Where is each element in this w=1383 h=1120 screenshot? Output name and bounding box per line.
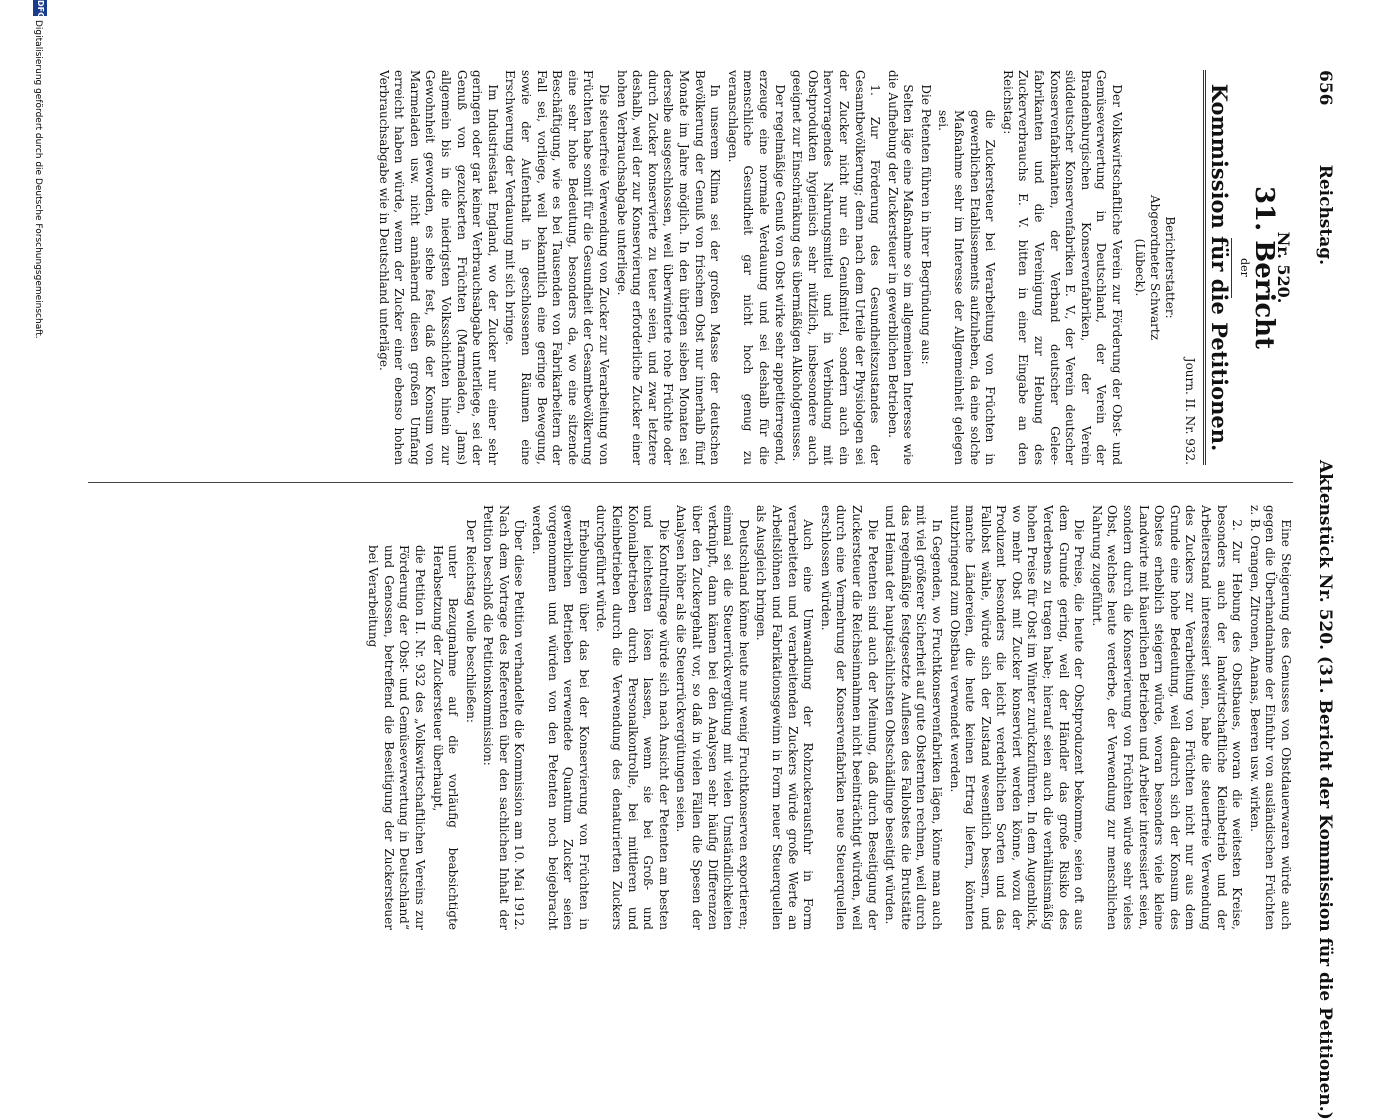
page-number: 656 (1315, 70, 1335, 106)
funding-text: Digitalisierung gefördert durch die Deutsche Forschungsgemeinschaft. (33, 20, 43, 339)
paragraph: Die Petenten sind auch der Meinung, daß durch Beseitigung der Zuckersteuer die Reichseinnahmen nicht beeinträchtigt würden, weil durch eine Vermehrung der Konservenfabriken neue Steuerquellen erschlossen würden. (818, 505, 880, 930)
petition-request: die Zuckersteuer bei Verarbeitung von Früchten in gewerblichen Etablissements aufzuheben, da eine solche Maßnahme sehr im Interesse der Allgemeinheit gelegen sei. (936, 110, 998, 465)
document-number: Nr. 520. (1274, 231, 1293, 304)
paragraph: In unserem Klima sei der großen Masse der deutschen Bevölkerung der Genuß von frischem Obst nur innerhalb fünf Monate im Jahre möglich. In den übrigen sieben Monaten sei derselbe ausgeschlossen, weil überwinterte rohe Früchte oder durch Zucker konservierte zu teuer seien, und zwar letztere deshalb, weil der zur Konservierung erforderliche Zucker einer hohen Verbrauchsabgabe unterliege. (614, 70, 723, 465)
commission-title: Kommission für die Petitionen. (1207, 83, 1233, 452)
paragraph: 2. Zur Hebung des Obstbaues, woran die weitesten Kreise, besonders auch der landwirtschaftliche Kleinbetrieb und der Arbeiterstand interessiert seien, habe die steuerfreie Verwendung des Zuckers zur Verarbeitung von Früchten nicht nur aus dem Grunde eine hohe Bedeutung, weil dadurch sich der Konsum des Obstes erheblich steigern würde, woran besonders viele kleine Landwirte mit bäuerlichen Betrieben und Arbeiter interessiert seien, sondern durch die Konservierung von Früchten würde sehr vieles Obst, welches heute verderbe, der Verwendung zur menschlichen Nahrung zugeführt. (1089, 505, 1245, 930)
funding-note (5, 0, 65, 1000)
journal-number: Journ. II. Nr. 932. (1182, 357, 1197, 465)
paragraph: Der Volkswirtschaftliche Verein zur Förderung der Obst- und Gemüseverwertung in Deutschland, der Verein der Brandenburgischen Konservenfabriken, der Verein süddeutscher Konservenfabriken E. V., der Verein deutscher Konservenfabrikanten, der Verband deutscher Gelee-fabrikanten und die Vereinigung zur Hebung des Zuckerverbrauchs E. V. bitten in einer Eingabe an den Reichstag: (1000, 70, 1125, 465)
paragraph: Auch eine Umwandlung der Rohzuckerausfuhr in Form verarbeiteten und verarbeitenden Zuckers würde große Werte an Arbeitslöhnen und Fabrikationsgewinn in Form neuer Steuerquellen als Ausgleich bringen. (754, 505, 816, 930)
page-header-left (1315, 70, 1335, 265)
reporter-block (1132, 70, 1177, 465)
paragraph: Der regelmäßige Genuß von Obst wirke sehr appetiterregend, erzeuge eine normale Verdauung und sei deshalb für die menschliche Gesundheit gar nicht hoch genug zu veranschlagen. (725, 70, 787, 465)
paragraph: Die Petenten führen in ihrer Begründung aus: (918, 84, 933, 365)
right-column (88, 505, 1293, 930)
header-label: Reichstag. (1315, 164, 1335, 266)
left-column (88, 70, 1293, 465)
paragraph: Die Preise, die heute der Obstproduzent bekomme, seien oft aus dem Grunde gering, weil der Händler das große Risiko des Verderbens zu tragen habe; hierauf seien auch die verhältnismäßig hohen Preise für Obst im Winter zurückzuführen. In dem Augenblick, wo mehr Obst mit Zucker konserviert werden könne, wozu der Produzent besonders die leicht verderblichen Sorten und das Fallobst wähle, würde sich der Zustand wesentlich bessern, und manche Ländereien, die heute keinen Ertrag liefern, könnten nutzbringend zum Obstbau verwendet werden. (947, 505, 1087, 930)
paragraph: Im Industriestaat England, wo der Zucker nur einer sehr geringen oder gar keiner Verbrauchsabgabe unterliege, sei der Genuß von gezuckerten Früchten (Marmeladen, Jams) allgemein bis in die niedrigsten Volksschichten hinein zur Gewohnheit geworden, es stehe fest, daß der Konsum von Marmeladen usw. nicht annähernd diesen großen Umfang erreicht haben würde, wenn der Zucker einer ebenso hohen Verbrauchsabgabe wie in Deutschland unterläge. (376, 70, 500, 465)
column-divider (88, 482, 1293, 483)
page-header (1309, 30, 1335, 1120)
report-title: 31. Bericht (1249, 185, 1280, 350)
paragraph: Selten läge eine Maßnahme so im allgemeinen Interesse wie die Aufhebung der Zuckersteuer in gewerblichen Betrieben. (885, 70, 916, 465)
resolution-text: die Petition II. Nr. 932 des „Volkswirtschaftlichen Vereins zur Förderung der Obst- und Gemüseverwertung in Deutschland“ und Genossen, betreffend die Beseitigung der Zuckersteuer bei Verarbeitung (366, 545, 427, 930)
paragraph: 1. Zur Förderung des Gesundheitszustandes der Gesamtbevölkerung; denn nach dem Urteile der Physiologen sei der Zucker nicht nur ein Genußmittel, sondern auch ein hervorragendes Nahrungsmittel und in Verbindung mit Obstprodukten hygienisch sehr nützlich, insbesondere auch geeignet zur Einschränkung des übermäßigen Alkoholgenusses. (790, 70, 883, 465)
resolution-heading: Der Reichstag wolle beschließen: (463, 519, 478, 723)
paragraph: Die steuerfreie Verwendung von Zucker zur Verarbeitung von Früchten habe somit für die Gesundheit der Gesamtbevölkerung eine sehr hohe Bedeutung, besonders da, wo eine sitzende Beschäftigung, wie es bei Tausenden von Fabrikarbeitern der Fall sei, vorliege, weil bekanntlich eine geringe Bewegung, sowie der Aufenthalt in geschlossenen Räumen eine Erschwerung der Verdauung mit sich bringe. (503, 70, 612, 465)
double-rule (1203, 70, 1206, 465)
paragraph: Eine Steigerung des Genusses von Obstdauerwaren würde auch gegen die Überhandnahme der Einfuhr von ausländischen Früchten z. B. Orangen, Zitronen, Ananas, Beeren usw. wirken. (1247, 505, 1293, 930)
running-title: Aktenstück Nr. 520. (31. Bericht der Kommission für die Petitionen.) (1315, 460, 1335, 1120)
reporter-label: Berichterstatter: (1163, 216, 1178, 319)
reporter-name: Abgeordneter Schwartz (1148, 194, 1163, 341)
dfg-logo: DFG (33, 0, 47, 16)
report-der: der (1237, 258, 1251, 277)
paragraph: Die Kontrollfrage würde sich nach Ansicht der Petenten am besten und leichtesten lösen lassen, wenn sie bei Groß- und Kolonialbetrieben durch Personalkontrolle, bei mittleren und Kleinbetrieben durch die Verwendung des denaturierten Zuckers durchgeführt würde. (594, 505, 671, 930)
paragraph: Deutschland könne heute nur wenig Fruchtkonserven exportieren; einmal sei die Steuerrückvergütung mit vielen Umständlichkeiten verknüpft, dann kämen bei den Analysen sehr häufig Differenzen über den Zuckergehalt vor, so daß in vielen Fällen die Spesen der Analysen höher als die Steuerrückvergütungen seien. (674, 505, 751, 930)
resolution-text: unter Bezugnahme auf die vorläufig beabsichtigte Herabsetzung der Zuckersteuer überhaupt, (430, 545, 461, 930)
paragraph: Erhebungen über das bei der Konservierung von Früchten in gewerblichen Betrieben verwendete Quantum Zucker seien vorgenommen und würden von den Petenten noch beigebracht werden. (530, 505, 591, 930)
paragraph: Über diese Petition verhandelte die Kommission am 10. Mai 1912. Nach dem Vortrage des Referenten über den sachlichen Inhalt der Petition beschloß die Petitionskommission: (481, 505, 527, 930)
paragraph: In Gegenden, wo Fruchtkonservenfabriken lägen, könne man auch mit viel größerer Sicherheit auf gute Obsternten rechnen, weil durch das regelmäßige festgesetzte Auflesen des Fallobstes die Brutstätte und Heimat der hauptsächlichsten Obstschädlinge beseitigt würden. (883, 505, 944, 930)
reporter-place: (Lübeck). (1133, 238, 1148, 297)
